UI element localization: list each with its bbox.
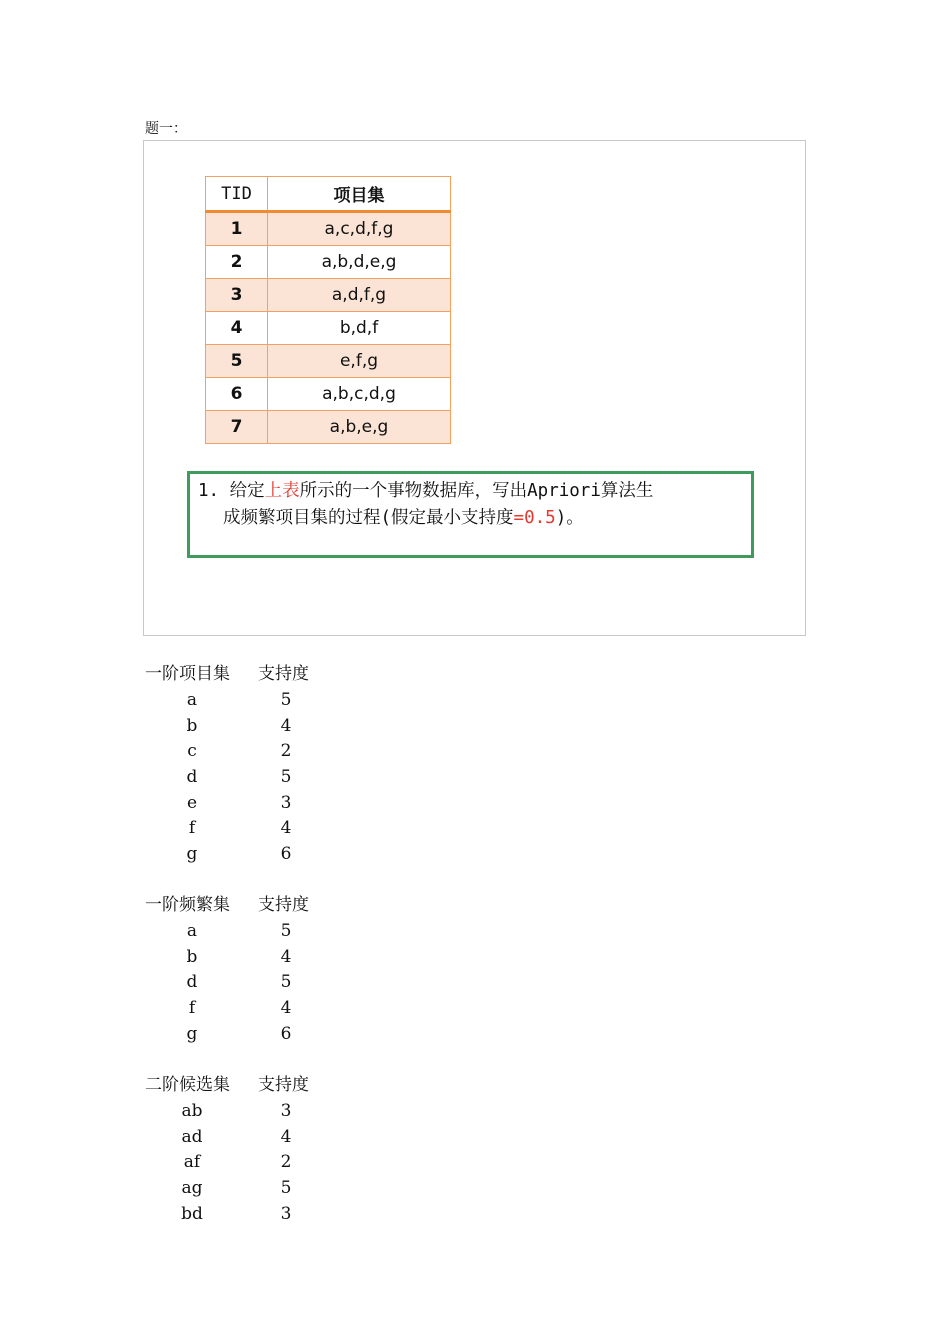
table-row <box>206 246 451 279</box>
question-highlight: 上表 <box>264 481 300 501</box>
item-cell: g <box>186 844 198 865</box>
support-cell: 5 <box>280 690 292 710</box>
item-cell: ab <box>181 1101 203 1121</box>
table-row <box>206 279 451 312</box>
support-cell: 6 <box>280 844 292 865</box>
item-cell: c <box>187 741 197 762</box>
question-box <box>187 471 754 558</box>
item-cell: d <box>186 767 198 788</box>
question-line-1 <box>198 478 743 505</box>
itemset-cell: a,b,c,d,g <box>268 378 451 411</box>
section-label: 题一： <box>145 121 187 137</box>
question-text: 给定 <box>229 481 265 501</box>
support-cell: 4 <box>280 946 292 967</box>
figure-image <box>143 140 806 636</box>
table-row <box>145 1176 309 1202</box>
table-row <box>145 816 309 842</box>
tid-cell: 6 <box>206 378 268 411</box>
header-support: 支持度 <box>258 664 309 684</box>
support-cell: 2 <box>280 741 292 762</box>
item-cell: d <box>186 972 198 993</box>
support-cell: 4 <box>280 715 292 736</box>
item-cell: a <box>186 921 198 941</box>
support-cell: 3 <box>280 1101 292 1121</box>
table-row <box>145 1022 309 1048</box>
table-row <box>145 739 309 765</box>
table-row <box>145 714 309 740</box>
tid-cell: 7 <box>206 411 268 444</box>
table-header <box>145 891 309 919</box>
table-row <box>145 1202 309 1228</box>
first-order-frequent-table <box>145 891 309 1047</box>
header-tid: TID <box>206 177 268 212</box>
table-row <box>145 919 309 945</box>
transaction-table-header <box>206 177 451 212</box>
table-row <box>145 842 309 868</box>
question-text: 所示的一个事物数据库，写出Apriori算法生 <box>299 481 654 501</box>
support-cell: 3 <box>280 1203 292 1224</box>
item-cell: f <box>188 818 196 839</box>
item-cell: ag <box>181 1178 203 1199</box>
item-cell: ad <box>181 1126 203 1147</box>
transaction-table <box>205 176 451 444</box>
table-header <box>145 660 309 688</box>
question-text: )。 <box>555 508 584 528</box>
table-row <box>145 1150 309 1176</box>
min-support-value: =0.5 <box>513 508 556 528</box>
second-order-candidate-table <box>145 1071 309 1227</box>
header-item: 一阶频繁集 <box>145 895 230 915</box>
item-cell: bd <box>181 1203 203 1224</box>
support-cell: 4 <box>280 818 292 839</box>
table-row <box>145 1125 309 1151</box>
item-cell: b <box>186 715 198 736</box>
tid-cell: 4 <box>206 312 268 345</box>
table-row <box>145 945 309 971</box>
table-row <box>145 765 309 791</box>
itemset-cell: a,c,d,f,g <box>268 212 451 246</box>
itemset-cell: a,b,d,e,g <box>268 246 451 279</box>
table-row <box>145 688 309 714</box>
table-row <box>206 312 451 345</box>
item-cell: e <box>186 792 198 813</box>
support-cell: 2 <box>280 1152 292 1173</box>
tid-cell: 2 <box>206 246 268 279</box>
tid-cell: 5 <box>206 345 268 378</box>
item-cell: g <box>186 1023 198 1044</box>
table-row <box>206 378 451 411</box>
tid-cell: 1 <box>206 212 268 246</box>
table-row <box>145 996 309 1022</box>
itemset-cell: b,d,f <box>268 312 451 345</box>
header-support: 支持度 <box>258 1075 309 1095</box>
table-row <box>145 970 309 996</box>
support-cell: 4 <box>280 1126 292 1147</box>
support-cell: 5 <box>280 972 292 993</box>
header-support: 支持度 <box>258 895 309 915</box>
itemset-cell: a,b,e,g <box>268 411 451 444</box>
itemset-cell: e,f,g <box>268 345 451 378</box>
support-cell: 5 <box>280 767 292 788</box>
item-cell: a <box>186 690 198 710</box>
itemset-cell: a,d,f,g <box>268 279 451 312</box>
support-cell: 5 <box>280 921 292 941</box>
support-cell: 6 <box>280 1023 292 1044</box>
table-row <box>145 1099 309 1125</box>
item-cell: f <box>188 998 196 1019</box>
first-order-itemset-table <box>145 660 309 868</box>
question-number: 1. <box>198 481 220 501</box>
table-row <box>206 345 451 378</box>
support-cell: 5 <box>280 1178 292 1199</box>
header-itemset: 项目集 <box>268 177 451 212</box>
question-line-2 <box>198 505 743 532</box>
item-cell: af <box>183 1152 201 1173</box>
header-item: 一阶项目集 <box>145 664 230 684</box>
table-header <box>145 1071 309 1099</box>
support-cell: 3 <box>280 792 292 813</box>
table-row <box>206 212 451 246</box>
table-row <box>206 411 451 444</box>
question-text: 成频繁项目集的过程(假定最小支持度 <box>223 508 514 528</box>
table-row <box>145 791 309 817</box>
item-cell: b <box>186 946 198 967</box>
tid-cell: 3 <box>206 279 268 312</box>
header-item: 二阶候选集 <box>145 1075 230 1095</box>
support-cell: 4 <box>280 998 292 1019</box>
